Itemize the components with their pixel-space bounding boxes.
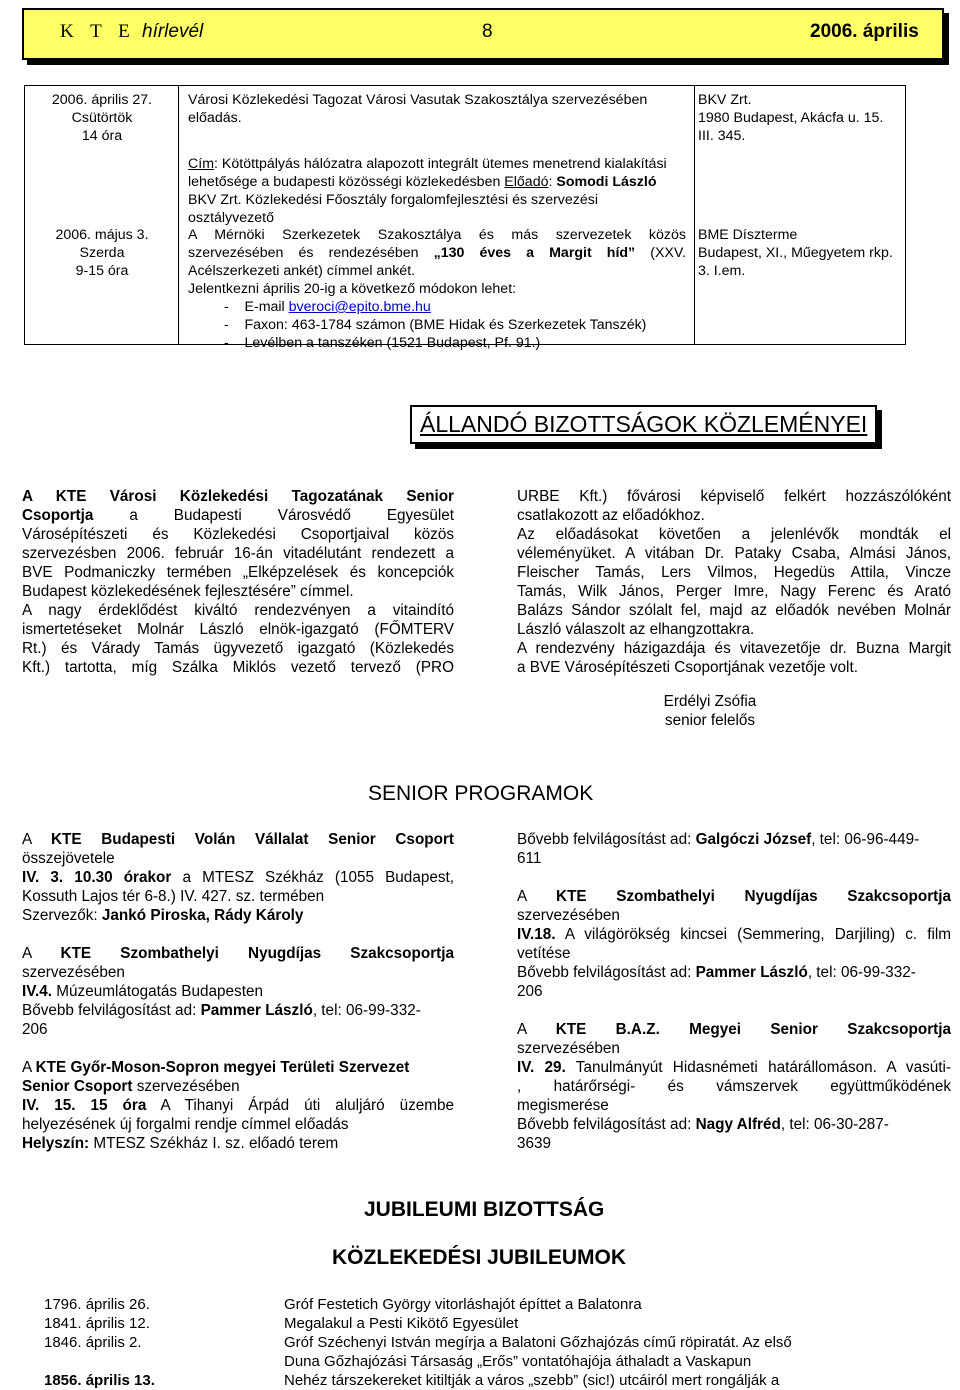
header-hirlevel: hírlevél	[142, 21, 204, 42]
bullet-letter: - Levélben a tanszéken (1521 Budapest, Pf. 91.)	[224, 335, 541, 351]
jubileum-texts: Gróf Festetich György vitorláshajót építtet a Balatonra Megalakul a Pesti Kikötő Egyesület Gróf Széchenyi István megírja a Balatoni Gőzhajózás című röpiratát. Az első Duna Gőzhajózási Társaság „Erős” vontatóhajója áthaladt a Vaskapun Nehéz társzekereket kitiltják a város „szebb” (sic!) utcáiról mert rongálják a	[284, 1296, 792, 1389]
header-page-number: 8	[482, 21, 493, 42]
event-desc-1: Városi Közlekedési Tagozat Városi Vasutak Szakosztálya szervezésében előadás.	[188, 92, 648, 126]
bullet-fax: - Faxon: 463-1784 számon (BME Hidak és Szerkezetek Tanszék)	[224, 317, 647, 333]
senior-left: A KTE Budapesti Volán Vállalat Senior Csoport összejövetele IV. 3. 10.30 órakor a MTESZ Székház (1055 Budapest, Kossuth Lajos tér 6-8.) IV. 427. sz. termében Szervezők: Jankó Piroska, Rády Károly A KTE Szombathelyi Nyugdíjas Szakcsoportja szervezésében IV.4. Múzeumlátogatás Budapesten Bővebb felvilágosítást ad: Pammer László, tel: 06-99-332- 206 A KTE Győr-Moson-Sopron megyei Területi Szervezet Senior Csoport szervezésében IV. 15. 15 óra A Tihanyi Árpád úti aluljáró üzembe helyezésének új forgalmi rendje címmel előadás Helyszín: MTESZ Székház I. sz. előadó terem	[22, 831, 455, 1152]
email-link[interactable]: bveroci@epito.bme.hu	[288, 299, 431, 315]
section-title-jubileum: JUBILEUMI BIZOTTSÁG	[364, 1198, 605, 1221]
allando-right-text: URBE Kft.) fővárosi képviselő felkért hozzászólóként csatlakozott az előadókhoz. Az előadásokat követően a jelenlévők mondták el véleményüket. A vitában Dr. Pataky Csaba, Almási János, Fleischer Tamás, Lers Vilmos, Hegedüs Attila, Vincze Tamás, Wilk János, Perger Imre, Nagy Ferenc és Arató Balázs Sándor szólalt fel, majd az előadók nevében Molnár László válaszolt az elhangzottakra. A rendezvény házigazdája és vitavezetője dr. Buzna Margit a BVE Városépítészeti Csoportjának vezetője volt.	[517, 488, 951, 676]
event-place-1: BKV Zrt. 1980 Budapest, Akácfa u. 15. III. 345.	[698, 92, 884, 144]
section-subtitle-jubileum: KÖZLEKEDÉSI JUBILEUMOK	[332, 1246, 627, 1269]
signature: Erdélyi Zsófia senior felelős	[663, 693, 757, 729]
allando-left-text: A KTE Városi Közlekedési Tagozatának Senior Csoportja a Budapesti Városvédő Egyesület Városépítészeti és Közlekedési Csoportjaival közös szervezésben 2006. február 16-án vitadélutánt rendezett a BVE Podmaniczky termében „Elképzelések és koncepciók Budapest közlekedésének fejlesztésére” címmel. A nagy érdeklődést kiváltó rendezvényen a vitaindító ismertetéseket Molnár László elnök-igazgató (FŐMTERV Rt.) és Várady Tamás ügyvezető igazgató (Közlekedés Kft.) tartotta, míg Szálka Miklós vezető tervező (PRO	[22, 488, 454, 676]
event-place-2: BME Díszterme Budapest, XI., Műegyetem rkp. 3. I.em.	[698, 227, 893, 279]
section-title-allando: ÁLLANDÓ BIZOTTSÁGOK KÖZLEMÉNYEI	[410, 405, 877, 444]
table-divider	[178, 85, 179, 345]
event-desc-2: A Mérnöki Szerkezetek Szakosztálya és más szervezetek közös szervezésében és rendezésében „130 éves a Margit híd” (XXV. Acélszerkezeti ankét) címmel ankét. Jelentkezni április 20-ig a következő módokon lehet: - E-mail bveroci@epito.bme.hu - Faxon: 463-1784 számon (BME Hidak és Szerkezetek Tanszék) - Levélben a tanszéken (1521 Budapest, Pf. 91.)	[188, 227, 687, 351]
event-date-1: 2006. április 27. Csütörtök 14 óra	[51, 92, 153, 144]
table-divider	[694, 85, 695, 345]
senior-right: Bővebb felvilágosítást ad: Galgóczi József, tel: 06-96-449- 611 A KTE Szombathelyi Nyugdíjas Szakcsoportja szervezésében IV.18. A világörökség kincsei (Semmering, Darjiling) c. film vetítése Bővebb felvilágosítást ad: Pammer László, tel: 06-99-332- 206 A KTE B.A.Z. Megyei Senior Szakcsoportja szervezésében IV. 29. Tanulmányút Hidasnémeti határállomáson. A vasúti- , határőrségi- és vámszervek együttműködének megismerése Bővebb felvilágosítást ad: Nagy Alfréd, tel: 06-30-287- 3639	[517, 831, 951, 1152]
bullet-email: - E-mail bveroci@epito.bme.hu	[224, 299, 431, 315]
header-kte: K T E	[60, 21, 136, 42]
header-date: 2006. április	[810, 21, 919, 42]
section-title-senior: SENIOR PROGRAMOK	[368, 782, 594, 805]
jubileum-dates: 1796. április 26. 1841. április 12. 1846. április 2. 1856. április 13.	[44, 1296, 155, 1389]
newsletter-header	[22, 8, 944, 60]
event-date-2: 2006. május 3. Szerda 9-15 óra	[55, 227, 149, 279]
event-desc-1-cim: Cím: Kötöttpályás hálózatra alapozott integrált ütemes menetrend kialakítási lehetősége a budapesti közösségi közlekedésben Előadó: Somodi László BKV Zrt. Közlekedési Főosztály forgalomfejlesztési és szervezési osztályvezető	[188, 156, 667, 226]
